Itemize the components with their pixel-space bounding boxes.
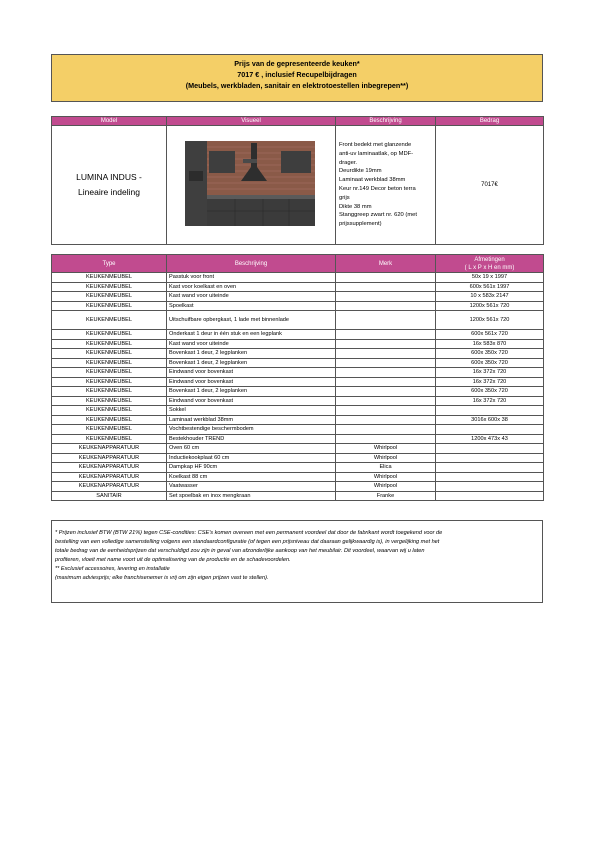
- price-cell: 7017€: [436, 126, 544, 245]
- description-cell: Bovenkast 1 deur, 2 legplanken: [167, 387, 336, 397]
- brand-cell: [336, 387, 436, 397]
- footnote-box: [51, 520, 543, 603]
- type-cell: KEUKENMEUBEL: [52, 301, 167, 311]
- dimensions-cell: 1200x 561x 720: [436, 301, 544, 311]
- brand-cell: [336, 311, 436, 330]
- model-name-line-1: LUMINA INDUS -: [76, 172, 142, 182]
- kitchen-photo: [185, 141, 315, 226]
- type-cell: KEUKENMEUBEL: [52, 415, 167, 425]
- price-header-box: [51, 54, 543, 102]
- footnote-line: * Prijzen inclusief BTW (BTW 21%) tegen CSE-condities: CSE's komen overeen met een permanent voordeel dat door de fabrikant wordt toegekend voor de: [55, 530, 443, 536]
- dimensions-cell: [436, 425, 544, 435]
- description-cell: Koelkast 88 cm: [167, 472, 336, 482]
- description-cell: Passtuk voor front: [167, 273, 336, 283]
- table-row: [52, 415, 544, 425]
- desc-line: Stanggreep zwart nr. 620 (met: [339, 212, 417, 219]
- type-cell: KEUKENMEUBEL: [52, 368, 167, 378]
- table-row: [52, 463, 544, 473]
- footnote-line: ** Exclusief accessoires, levering en installatie: [55, 566, 170, 573]
- brand-cell: [336, 330, 436, 340]
- description-cell: Inductiekookplaat 60 cm: [167, 453, 336, 463]
- desc-line: Keur nr.149 Decor beton terra: [339, 186, 416, 192]
- description-cell: Vaatwasser: [167, 482, 336, 492]
- brand-cell: [336, 282, 436, 292]
- dimensions-cell: 16x 372x 720: [436, 396, 544, 406]
- dimensions-cell: [436, 453, 544, 463]
- description-cell: Bovenkast 1 deur, 2 legplanken: [167, 349, 336, 359]
- desc-line: Dikte 38 mm: [339, 203, 372, 210]
- desc-line: prijssupplement): [339, 221, 382, 228]
- dimensions-cell: 1200x 561x 720: [436, 311, 544, 330]
- description-cell: Eindwand voor bovenkast: [167, 396, 336, 406]
- type-cell: KEUKENMEUBEL: [52, 282, 167, 292]
- dimensions-cell: 600x 561x 1997: [436, 282, 544, 292]
- brand-cell: [336, 415, 436, 425]
- type-cell: KEUKENAPPARATUUR: [52, 463, 167, 473]
- description-cell: Kast voor koelkast en oven: [167, 282, 336, 292]
- table-row: [52, 358, 544, 368]
- table-row: [52, 406, 544, 416]
- amount-header: Bedrag: [436, 117, 544, 126]
- table-row: [52, 482, 544, 492]
- desc-line: grijs: [339, 194, 350, 201]
- table-row: [52, 444, 544, 454]
- brand-cell: [336, 368, 436, 378]
- description-header: Beschrijving: [167, 255, 336, 273]
- dimensions-cell: 3016x 600x 38: [436, 415, 544, 425]
- description-cell: [336, 126, 436, 245]
- table-row: [52, 349, 544, 359]
- type-cell: KEUKENMEUBEL: [52, 292, 167, 302]
- table-row: [52, 453, 544, 463]
- type-cell: KEUKENAPPARATUUR: [52, 472, 167, 482]
- dimensions-cell: [436, 482, 544, 492]
- dimensions-cell: 50x 19 x 1997: [436, 273, 544, 283]
- dimensions-cell: 16x 583x 870: [436, 339, 544, 349]
- footnote-line: (maximum adviesprijs; elke franchisenemer is vrij om zijn eigen prijzen vast te stellen).: [55, 575, 269, 582]
- type-cell: KEUKENMEUBEL: [52, 387, 167, 397]
- dimensions-cell: 600x 350x 720: [436, 387, 544, 397]
- table-row: [52, 339, 544, 349]
- brand-cell: [336, 434, 436, 444]
- type-cell: KEUKENMEUBEL: [52, 358, 167, 368]
- type-cell: KEUKENMEUBEL: [52, 311, 167, 330]
- brand-cell: Whirlpool: [336, 472, 436, 482]
- type-cell: KEUKENMEUBEL: [52, 330, 167, 340]
- description-cell: Uitschuifbare opbergkast, 1 lade met binnenlade: [167, 311, 336, 330]
- table-row: [52, 396, 544, 406]
- dimensions-cell: [436, 444, 544, 454]
- dimensions-header-units: ( L x P x H en mm): [464, 264, 515, 271]
- type-cell: KEUKENAPPARATUUR: [52, 453, 167, 463]
- type-cell: KEUKENMEUBEL: [52, 349, 167, 359]
- desc-line: drager.: [339, 159, 358, 166]
- dimensions-cell: 600x 561x 720: [436, 330, 544, 340]
- table-row: [52, 368, 544, 378]
- header-line-3: (Meubels, werkbladen, sanitair en elektrotoestellen inbegrepen**): [185, 81, 409, 90]
- dimensions-cell: 600x 350x 720: [436, 358, 544, 368]
- description-cell: Sokkel: [167, 406, 336, 416]
- brand-cell: Whirlpool: [336, 482, 436, 492]
- brand-cell: [336, 349, 436, 359]
- model-table: [51, 116, 544, 245]
- brand-header: Merk: [336, 255, 436, 273]
- table-row: [52, 491, 544, 501]
- brand-cell: Whirlpool: [336, 444, 436, 454]
- dimensions-cell: 10 x 583x 2147: [436, 292, 544, 302]
- description-cell: Kast wand voor uiteinde: [167, 339, 336, 349]
- brand-cell: [336, 425, 436, 435]
- brand-cell: [336, 273, 436, 283]
- brand-cell: [336, 358, 436, 368]
- table-row: [52, 273, 544, 283]
- footnote-line: bestelling van een volledige samenstelling volgens een standaardconfiguratie (of tegen een prijsniveau dat daaraan gelijkwaardig is), in vergelijking met het: [55, 539, 440, 546]
- header-line-2: 7017 € , inclusief Recupelbijdragen: [237, 70, 357, 79]
- header-line-1: Prijs van de gepresenteerde keuken*: [234, 59, 360, 68]
- desc-line: Deurdikte 19mm: [339, 168, 382, 175]
- table-row: [52, 377, 544, 387]
- desc-line: Laminaat werkblad 38mm: [339, 177, 406, 184]
- table-row: [52, 311, 544, 330]
- dimensions-cell: [436, 406, 544, 416]
- items-table: [51, 254, 544, 501]
- description-header: Beschrijving: [336, 117, 436, 126]
- description-cell: Dampkap HF 90cm: [167, 463, 336, 473]
- footnote-line: profiteren, vloeit met name voort uit de optimalisering van de productie en de schadevoordelen.: [55, 557, 291, 564]
- type-cell: KEUKENMEUBEL: [52, 273, 167, 283]
- description-cell: Spoelkast: [167, 301, 336, 311]
- table-row: [52, 472, 544, 482]
- brand-cell: [336, 339, 436, 349]
- table-row: [52, 434, 544, 444]
- description-cell: Eindwand voor bovenkast: [167, 377, 336, 387]
- model-header: Model: [52, 117, 167, 126]
- type-cell: KEUKENMEUBEL: [52, 425, 167, 435]
- type-cell: KEUKENAPPARATUUR: [52, 482, 167, 492]
- description-cell: Kast wand voor uiteinde: [167, 292, 336, 302]
- dimensions-header-title: Afmetingen: [474, 256, 505, 263]
- table-row: [52, 425, 544, 435]
- type-cell: SANITAIR: [52, 491, 167, 501]
- visual-header: Visueel: [167, 117, 336, 126]
- description-cell: Vochtbestendige beschermbodem: [167, 425, 336, 435]
- dimensions-cell: [436, 491, 544, 501]
- dimensions-cell: 1200x 473x 43: [436, 434, 544, 444]
- table-row: [52, 292, 544, 302]
- dimensions-cell: 16x 372x 720: [436, 377, 544, 387]
- brand-cell: [336, 396, 436, 406]
- footnote-line: totale bedrag van de eenheidsprijzen dat verschuldigd zou zijn in geval van afzonderlijke aankoop van het meubilair. Dit voordeel, waarvan wij u laten: [55, 548, 425, 555]
- table-row: [52, 301, 544, 311]
- description-cell: Oven 60 cm: [167, 444, 336, 454]
- dimensions-cell: [436, 472, 544, 482]
- type-cell: KEUKENMEUBEL: [52, 377, 167, 387]
- brand-cell: [336, 406, 436, 416]
- desc-line: anti-uv laminaatlak, op MDF-: [339, 150, 414, 157]
- dimensions-cell: 16x 372x 720: [436, 368, 544, 378]
- type-cell: KEUKENMEUBEL: [52, 339, 167, 349]
- description-cell: Bestekhouder TREND: [167, 434, 336, 444]
- brand-cell: Elica: [336, 463, 436, 473]
- brand-cell: Franke: [336, 491, 436, 501]
- table-row: [52, 330, 544, 340]
- type-cell: KEUKENMEUBEL: [52, 406, 167, 416]
- table-row: [52, 387, 544, 397]
- dimensions-header: [436, 255, 544, 273]
- table-row: [52, 282, 544, 292]
- type-header: Type: [52, 255, 167, 273]
- dimensions-cell: 600x 350x 720: [436, 349, 544, 359]
- brand-cell: [336, 292, 436, 302]
- model-name-line-2: Lineaire indeling: [78, 187, 140, 197]
- brand-cell: [336, 377, 436, 387]
- type-cell: KEUKENMEUBEL: [52, 434, 167, 444]
- description-cell: Laminaat werkblad 38mm: [167, 415, 336, 425]
- dimensions-cell: [436, 463, 544, 473]
- visual-cell: [167, 126, 336, 245]
- type-cell: KEUKENAPPARATUUR: [52, 444, 167, 454]
- model-name-cell: [52, 126, 167, 245]
- desc-line: Front bedekt met glanzende: [339, 142, 412, 149]
- description-cell: Onderkast 1 deur in één stuk en een legplank: [167, 330, 336, 340]
- description-cell: Eindwand voor bovenkast: [167, 368, 336, 378]
- description-cell: Set spoelbak en inox mengkraan: [167, 491, 336, 501]
- brand-cell: Whirlpool: [336, 453, 436, 463]
- type-cell: KEUKENMEUBEL: [52, 396, 167, 406]
- brand-cell: [336, 301, 436, 311]
- description-cell: Bovenkast 1 deur, 2 legplanken: [167, 358, 336, 368]
